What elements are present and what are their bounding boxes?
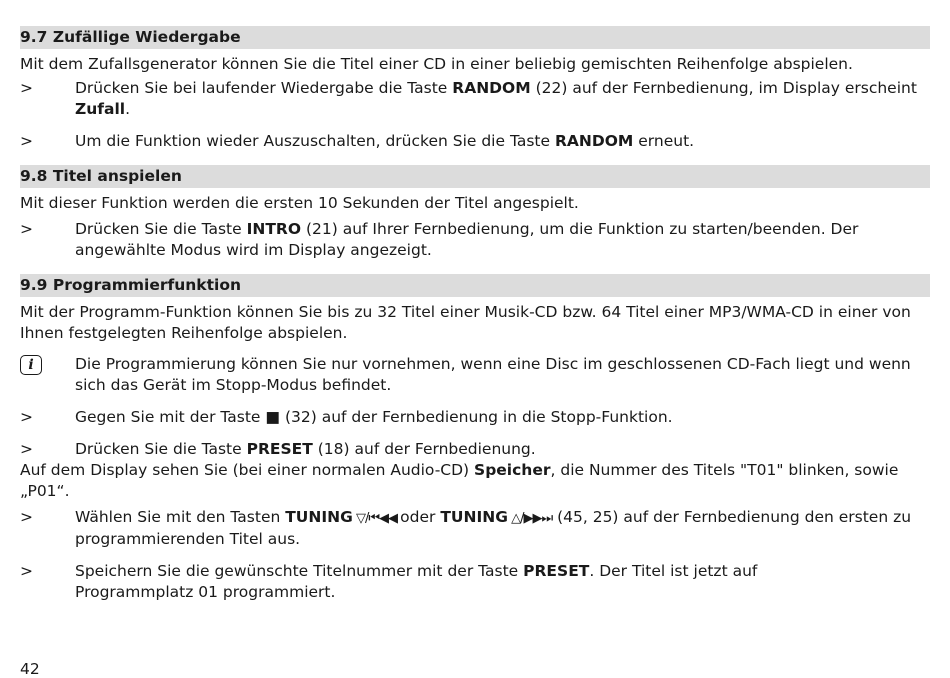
stop-icon: ■ — [265, 408, 281, 426]
display-zufall: Zufall — [75, 100, 126, 118]
tuning-down-skip-back-icon: ▽/⏮◀◀ — [352, 511, 401, 526]
bullet-marker: > — [20, 440, 33, 458]
page-number: 42 — [20, 660, 40, 678]
list-item: > Um die Funktion wieder Auszuschalten, drücken Sie die Taste RANDOM erneut. — [20, 132, 695, 150]
info-text: Die Programmierung können Sie nur vornehmen, wenn eine Disc im geschlossenen CD-Fach liegt und wenn sich das Gerät im Stopp-Modus befindet. — [75, 355, 911, 394]
display-speicher: Speicher — [474, 461, 551, 479]
list-item: > Speichern Sie die gewünschte Titelnummer mit der Taste PRESET. Der Titel ist jetzt auf Programmplatz 01 programmiert. — [20, 562, 758, 601]
bullet-marker: > — [20, 79, 33, 97]
key-tuning-up: TUNING — [440, 508, 508, 526]
key-random: RANDOM — [452, 79, 531, 97]
list-item: > Drücken Sie die Taste INTRO (21) auf Ihrer Fernbedienung, um die Funktion zu starten/beenden. Der angewählte Modus wird im Display angezeigt. — [20, 220, 859, 259]
key-intro: INTRO — [246, 220, 302, 238]
key-preset: PRESET — [246, 440, 313, 458]
list-item: > Drücken Sie bei laufender Wiedergabe die Taste RANDOM (22) auf der Fernbedienung, im Display erscheint Zufall. — [20, 79, 917, 118]
key-random: RANDOM — [554, 132, 634, 150]
bullet-marker: > — [20, 562, 33, 580]
info-icon: i — [20, 355, 42, 375]
list-item: > Gegen Sie mit der Taste ■ (32) auf der Fernbedienung in die Stopp-Funktion. — [20, 408, 673, 426]
display-description: Auf dem Display sehen Sie (bei einer normalen Audio-CD) Speicher, die Nummer des Titels "T01" blinken, sowie „P01“. — [20, 461, 899, 500]
bullet-marker: > — [20, 220, 33, 238]
section-9-9-intro: Mit der Programm-Funktion können Sie bis zu 32 Titel einer Musik-CD bzw. 64 Titel einer MP3/WMA-CD in einer von Ihnen festgelegten Reihenfolge abspielen. — [20, 303, 911, 342]
list-item: > Wählen Sie mit den Tasten TUNING ▽/⏮◀◀ oder TUNING △/▶▶⏭ (45, 25) auf der Fernbedienung den ersten zu programmierenden Titel aus. — [20, 508, 912, 548]
tuning-up-skip-forward-icon: △/▶▶⏭ — [507, 511, 553, 526]
bullet-marker: > — [20, 508, 33, 526]
bullet-marker: > — [20, 132, 33, 150]
list-item: > Drücken Sie die Taste PRESET (18) auf der Fernbedienung. — [20, 440, 536, 458]
bullet-marker: > — [20, 408, 33, 426]
section-heading-9-8: 9.8 Titel anspielen — [20, 165, 930, 188]
key-preset: PRESET — [523, 562, 590, 580]
section-9-7-intro: Mit dem Zufallsgenerator können Sie die Titel einer CD in einer beliebig gemischten Reihenfolge abspielen. — [20, 55, 853, 73]
manual-page — [20, 26, 930, 603]
section-heading-9-9: 9.9 Programmierfunktion — [20, 274, 930, 297]
info-note — [20, 354, 930, 396]
key-tuning-down: TUNING — [285, 508, 353, 526]
section-heading-9-7: 9.7 Zufällige Wiedergabe — [20, 26, 930, 49]
section-9-8-intro: Mit dieser Funktion werden die ersten 10 Sekunden der Titel angespielt. — [20, 194, 579, 212]
